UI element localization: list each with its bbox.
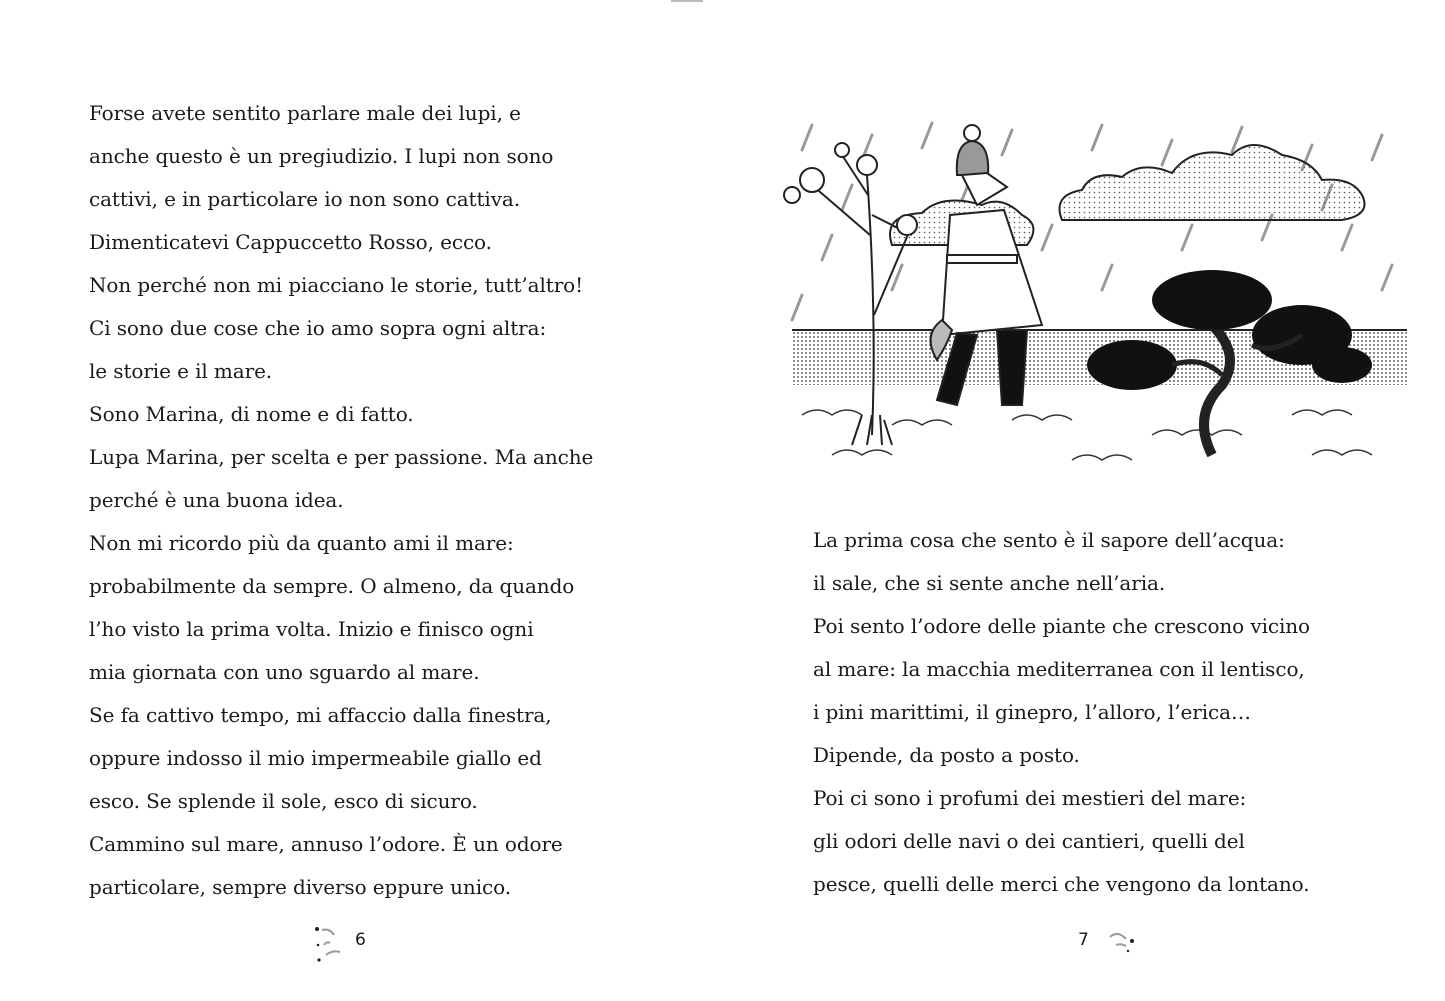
text-line: esco. Se splende il sole, esco di sicuro. [89, 789, 478, 813]
wave-ornament-icon [312, 925, 348, 965]
wave-ornament-icon [1106, 925, 1142, 955]
text-line: perché è una buona idea. [89, 488, 344, 512]
text-line: mia giornata con uno sguardo al mare. [89, 660, 480, 684]
text-line: al mare: la macchia mediterranea con il lentisco, [813, 657, 1305, 681]
text-line: Dimenticatevi Cappuccetto Rosso, ecco. [89, 230, 492, 254]
text-line: Forse avete sentito parlare male dei lupi, e [89, 101, 521, 125]
right-page-text [813, 519, 1310, 906]
pine-tree [1087, 270, 1372, 455]
text-line: Poi sento l’odore delle piante che crescono vicino [813, 614, 1310, 638]
text-line: pesce, quelli delle merci che vengono da lontano. [813, 872, 1310, 896]
text-line: Ci sono due cose che io amo sopra ogni altra: [89, 316, 547, 340]
text-line: i pini marittimi, il ginepro, l’alloro, l’erica… [813, 700, 1251, 724]
page-number-left: 6 [355, 930, 366, 950]
text-line: Sono Marina, di nome e di fatto. [89, 402, 414, 426]
page-number-right: 7 [1078, 930, 1089, 950]
text-line: l’ho visto la prima volta. Inizio e finisco ogni [89, 617, 534, 641]
rain [792, 123, 1392, 320]
text-line: Non mi ricordo più da quanto ami il mare: [89, 531, 514, 555]
left-page-text [89, 92, 593, 909]
wolf-in-rain-illustration [772, 115, 1412, 475]
text-line: La prima cosa che sento è il sapore dell’acqua: [813, 528, 1285, 552]
text-line: oppure indosso il mio impermeabile giallo ed [89, 746, 542, 770]
text-line: Poi ci sono i profumi dei mestieri del mare: [813, 786, 1247, 810]
text-line: Dipende, da posto a posto. [813, 743, 1080, 767]
text-line: cattivi, e in particolare io non sono cattiva. [89, 187, 520, 211]
text-line: gli odori delle navi o dei cantieri, quelli del [813, 829, 1245, 853]
text-line: anche questo è un pregiudizio. I lupi non sono [89, 144, 554, 168]
text-line: Cammino sul mare, annuso l’odore. È un odore [89, 832, 563, 856]
text-line: Non perché non mi piacciano le storie, tutt’altro! [89, 273, 584, 297]
cloud [1060, 145, 1365, 220]
text-line: le storie e il mare. [89, 359, 273, 383]
text-line: Lupa Marina, per scelta e per passione. Ma anche [89, 445, 594, 469]
text-line: Se fa cattivo tempo, mi affaccio dalla finestra, [89, 703, 552, 727]
text-line: il sale, che si sente anche nell’aria. [813, 571, 1166, 595]
sand-waves [802, 410, 1372, 460]
text-line: probabilmente da sempre. O almeno, da quando [89, 574, 575, 598]
text-line: particolare, sempre diverso eppure unico. [89, 875, 511, 899]
gutter-mark [671, 0, 703, 2]
